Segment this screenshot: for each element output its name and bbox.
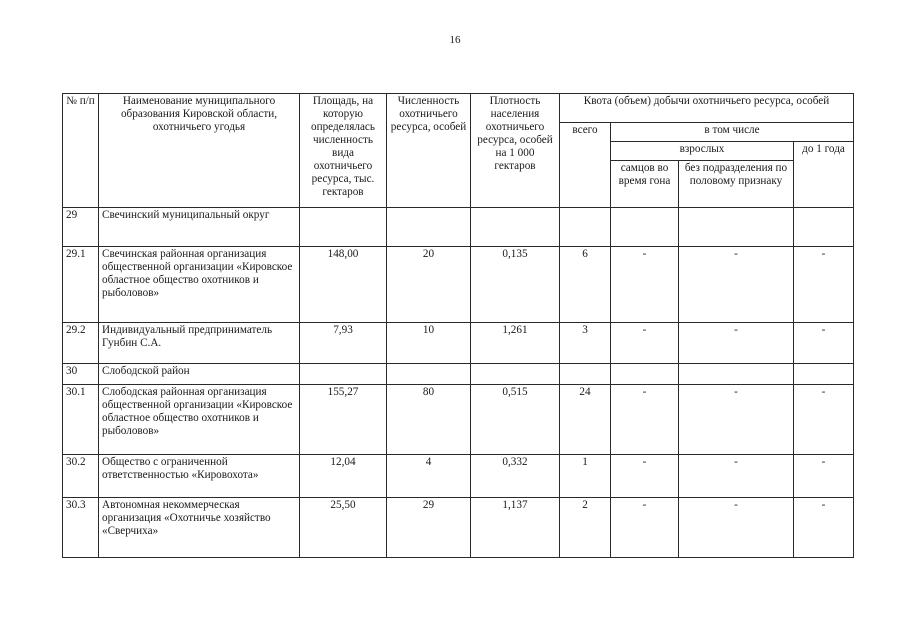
row-num: 30.3 bbox=[63, 498, 99, 558]
row-area bbox=[300, 364, 387, 385]
row-total: 6 bbox=[560, 247, 611, 323]
row-num: 30.2 bbox=[63, 455, 99, 498]
row-density bbox=[471, 208, 560, 247]
row-name: Слободская районная организация общественной организации «Кировское областное общество охотников и рыболовов» bbox=[99, 385, 300, 455]
row-under-one: - bbox=[794, 385, 854, 455]
row-males-rut: - bbox=[611, 455, 679, 498]
table-row bbox=[63, 208, 854, 247]
row-males-rut: - bbox=[611, 385, 679, 455]
row-males-rut: - bbox=[611, 498, 679, 558]
row-total bbox=[560, 208, 611, 247]
row-population: 80 bbox=[387, 385, 471, 455]
row-males-rut bbox=[611, 364, 679, 385]
header-including: в том числе bbox=[611, 123, 854, 142]
header-quota: Квота (объем) добычи охотничьего ресурса, особей bbox=[560, 94, 854, 123]
row-males-rut bbox=[611, 208, 679, 247]
row-name: Индивидуальный предприниматель Гунбин С.А. bbox=[99, 323, 300, 364]
row-num: 29.2 bbox=[63, 323, 99, 364]
header-males-rut: самцов во время гона bbox=[611, 161, 679, 208]
row-males-rut: - bbox=[611, 323, 679, 364]
row-population bbox=[387, 364, 471, 385]
table-row bbox=[63, 498, 854, 558]
row-area: 155,27 bbox=[300, 385, 387, 455]
header-num: № п/п bbox=[63, 94, 99, 208]
row-no-sex-division: - bbox=[679, 498, 794, 558]
row-density: 1,137 bbox=[471, 498, 560, 558]
row-area: 25,50 bbox=[300, 498, 387, 558]
table-row bbox=[63, 364, 854, 385]
header-density: Плотность населения охотничьего ресурса, особей на 1 000 гектаров bbox=[471, 94, 560, 208]
row-area bbox=[300, 208, 387, 247]
row-total: 1 bbox=[560, 455, 611, 498]
row-num: 29.1 bbox=[63, 247, 99, 323]
header-area: Площадь, на которую определялась численность вида охотничьего ресурса, тыс. гектаров bbox=[300, 94, 387, 208]
header-adults: взрослых bbox=[611, 142, 794, 161]
row-under-one: - bbox=[794, 323, 854, 364]
page-number: 16 bbox=[449, 34, 461, 46]
row-density: 1,261 bbox=[471, 323, 560, 364]
row-density: 0,332 bbox=[471, 455, 560, 498]
header-no-sex-division: без подразделения по половому признаку bbox=[679, 161, 794, 208]
row-name: Общество с ограниченной ответственностью «Кировохота» bbox=[99, 455, 300, 498]
row-name: Автономная некоммерческая организация «Охотничье хозяйство «Сверчиха» bbox=[99, 498, 300, 558]
row-total bbox=[560, 364, 611, 385]
row-name: Слободской район bbox=[99, 364, 300, 385]
row-no-sex-division bbox=[679, 208, 794, 247]
row-num: 30 bbox=[63, 364, 99, 385]
row-num: 29 bbox=[63, 208, 99, 247]
row-total: 2 bbox=[560, 498, 611, 558]
hunting-quota-table bbox=[62, 93, 854, 558]
row-density: 0,135 bbox=[471, 247, 560, 323]
row-density bbox=[471, 364, 560, 385]
row-no-sex-division: - bbox=[679, 455, 794, 498]
row-population: 10 bbox=[387, 323, 471, 364]
row-under-one: - bbox=[794, 498, 854, 558]
row-total: 24 bbox=[560, 385, 611, 455]
row-population bbox=[387, 208, 471, 247]
row-under-one bbox=[794, 364, 854, 385]
row-area: 148,00 bbox=[300, 247, 387, 323]
table-row bbox=[63, 247, 854, 323]
table-row bbox=[63, 323, 854, 364]
row-males-rut: - bbox=[611, 247, 679, 323]
row-no-sex-division: - bbox=[679, 385, 794, 455]
header-under-one: до 1 года bbox=[794, 142, 854, 208]
table-row bbox=[63, 385, 854, 455]
row-no-sex-division bbox=[679, 364, 794, 385]
row-num: 30.1 bbox=[63, 385, 99, 455]
row-under-one bbox=[794, 208, 854, 247]
header-name: Наименование муниципального образования Кировской области, охотничьего угодья bbox=[99, 94, 300, 208]
row-area: 12,04 bbox=[300, 455, 387, 498]
row-under-one: - bbox=[794, 455, 854, 498]
row-total: 3 bbox=[560, 323, 611, 364]
row-name: Свечинский муниципальный округ bbox=[99, 208, 300, 247]
row-no-sex-division: - bbox=[679, 247, 794, 323]
row-under-one: - bbox=[794, 247, 854, 323]
row-density: 0,515 bbox=[471, 385, 560, 455]
header-population: Численность охотничьего ресурса, особей bbox=[387, 94, 471, 208]
table-row bbox=[63, 455, 854, 498]
row-population: 29 bbox=[387, 498, 471, 558]
row-population: 4 bbox=[387, 455, 471, 498]
row-area: 7,93 bbox=[300, 323, 387, 364]
row-name: Свечинская районная организация общественной организации «Кировское областное общество охотников и рыболовов» bbox=[99, 247, 300, 323]
header-total: всего bbox=[560, 123, 611, 208]
row-population: 20 bbox=[387, 247, 471, 323]
row-no-sex-division: - bbox=[679, 323, 794, 364]
